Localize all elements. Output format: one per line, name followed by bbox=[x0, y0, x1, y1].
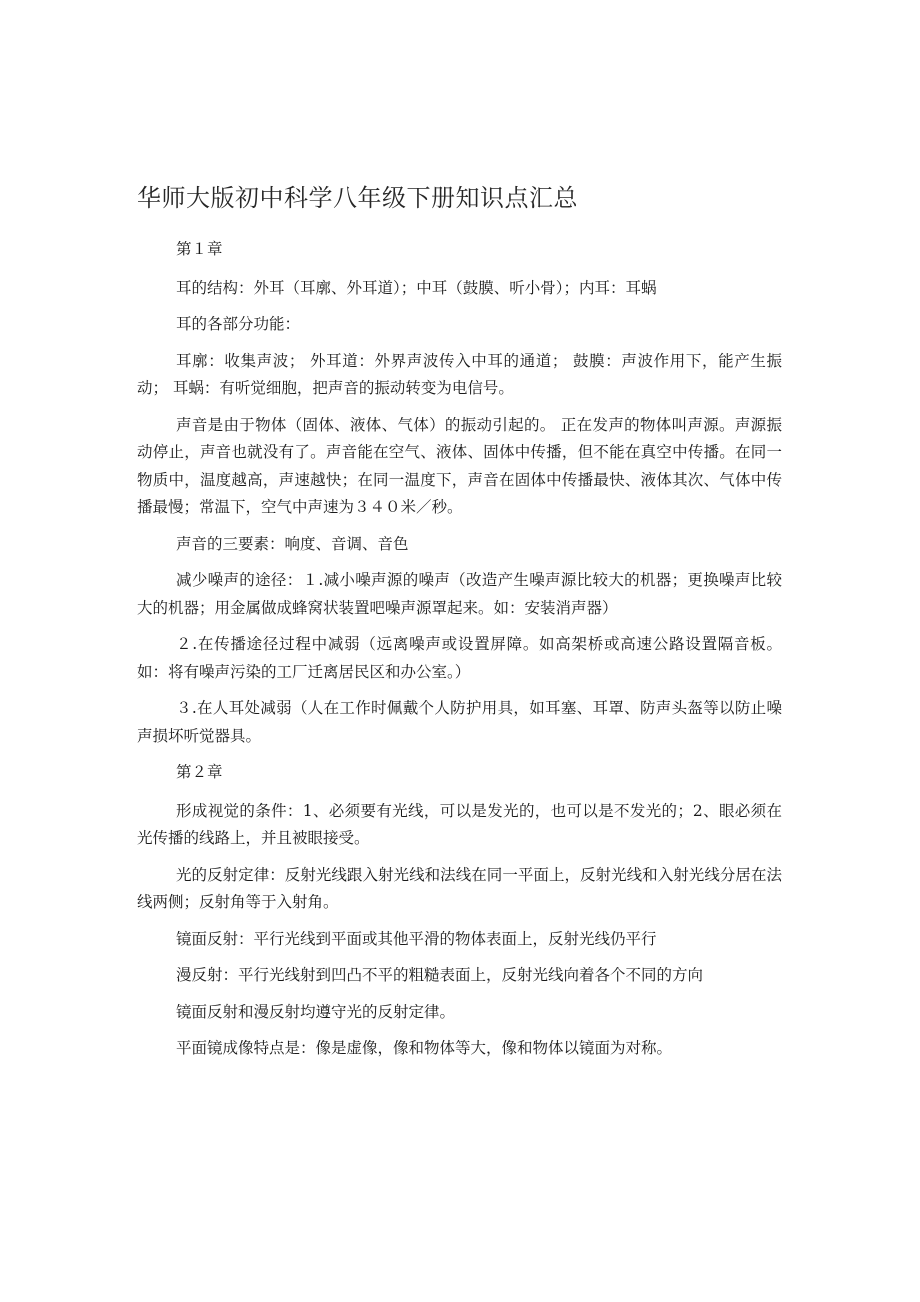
paragraph-specular-reflection: 镜面反射：平行光线到平面或其他平滑的物体表面上，反射光线仍平行 bbox=[176, 929, 657, 948]
paragraph-diffuse-reflection: 漫反射：平行光线射到凹凸不平的粗糙表面上，反射光线向着各个不同的方向 bbox=[176, 966, 704, 984]
paragraph-noise-reduction-3: ３.在人耳处减弱（人在工作时佩戴个人防护用具，如耳塞、耳罩、防声头盔等以防止噪声损坏听觉器具。 bbox=[137, 699, 782, 745]
paragraph-noise-reduction-1: 减少噪声的途径：１.减小噪声源的噪声（改造产生噪声源比较大的机器；更换噪声比较大的机器；用金属做成蜂窝状装置吧噪声源罩起来。如：安装消声器） bbox=[137, 571, 782, 617]
paragraph-sound-propagation: 声音是由于物体（固体、液体、气体）的振动引起的。 正在发声的物体叫声源。声源振动停止，声音也就没有了。声音能在空气、液体、固体中传播，但不能在真空中传播。在同一物质中，温度越高，声速越快；在同一温度下，声音在固体中传播最快、液体其次、气体中传播最慢；常温下，空气中声速为３４０米／秒。 bbox=[137, 415, 782, 516]
paragraph-noise-reduction-2: ２.在传播途径过程中减弱（远离噪声或设置屏障。如高架桥或高速公路设置隔音板。如：将有噪声污染的工厂迁离居民区和办公室。） bbox=[137, 635, 782, 681]
paragraph-vision-conditions: 形成视觉的条件：1、必须要有光线，可以是发光的，也可以是不发光的；2、眼必须在光传播的线路上，并且被眼接受。 bbox=[137, 801, 782, 847]
paragraph-ear-structure: 耳的结构：外耳（耳廓、外耳道）；中耳（鼓膜、听小骨）；内耳：耳蜗 bbox=[176, 278, 657, 297]
document-body bbox=[137, 236, 782, 1072]
paragraph-ear-functions: 耳廓：收集声波； 外耳道：外界声波传入中耳的通道； 鼓膜：声波作用下，能产生振动； 耳蜗：有听觉细胞，把声音的振动转变为电信号。 bbox=[137, 351, 782, 397]
paragraph-reflection-obey-law: 镜面反射和漫反射均遵守光的反射定律。 bbox=[176, 1002, 456, 1021]
chapter-heading: 第１章 bbox=[176, 240, 223, 258]
paragraph-sound-elements: 声音的三要素：响度、音调、音色 bbox=[176, 534, 409, 553]
paragraph-reflection-law: 光的反射定律：反射光线跟入射光线和法线在同一平面上，反射光线和入射光线分居在法线两侧；反射角等于入射角。 bbox=[137, 865, 782, 911]
paragraph-ear-functions-heading: 耳的各部分功能： bbox=[176, 315, 301, 333]
document-title: 华师大版初中科学八年级下册知识点汇总 bbox=[137, 184, 578, 212]
paragraph-plane-mirror: 平面镜成像特点是：像是虚像，像和物体等大，像和物体以镜面为对称。 bbox=[176, 1039, 673, 1057]
chapter-heading: 第２章 bbox=[176, 763, 223, 781]
